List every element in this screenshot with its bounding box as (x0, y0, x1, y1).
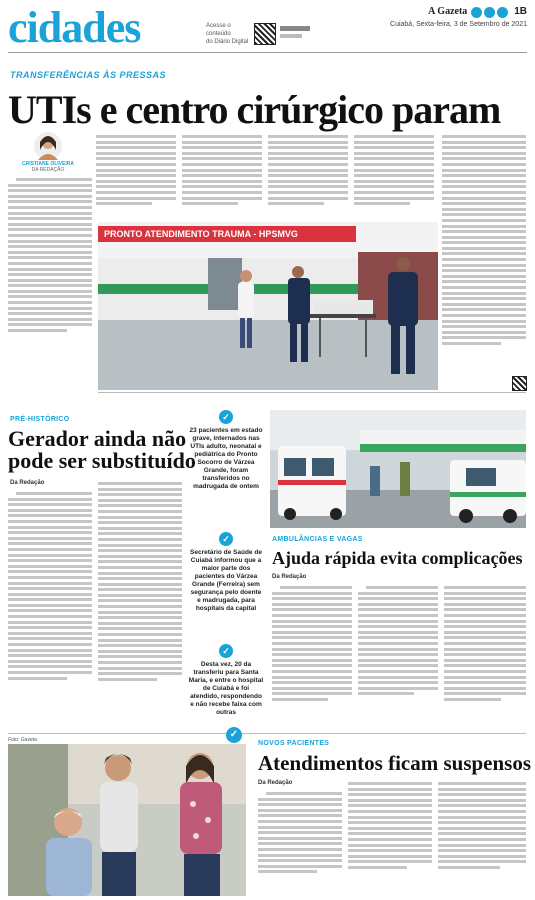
ambulance-scene-image (270, 410, 526, 528)
story2-kicker: PRÉ-HISTÓRICO (10, 416, 70, 423)
pullquote-text: Desta vez, 20 da transferiu para Santa Maria, e entre o hospital de Cuiabá e foi atendido, respondendo e não recebe faixa com outras (188, 661, 264, 716)
lead-column-1 (8, 176, 92, 388)
story3-column-3 (444, 584, 526, 728)
story4-column-1 (258, 790, 342, 896)
masthead-divider (8, 52, 527, 53)
lead-column-2 (96, 133, 176, 219)
circle-icon (471, 7, 482, 18)
story3-column-1 (272, 584, 352, 728)
lead-photo (98, 222, 438, 390)
story4-kicker: NOVOS PACIENTES (258, 740, 330, 747)
author-role: DA REDAÇÃO (31, 167, 65, 173)
story4-column-3 (438, 780, 526, 896)
lead-headline: UTIs e centro cirúrgico param (8, 87, 501, 132)
ambulance-photo (270, 410, 526, 528)
pullquote-text: 23 pacientes em estado grave, internados nas UTIs adulto, neonatal e pediátrica do Pronto Socorro de Várzea Grande, foram transferidos no madrugada de ontem (189, 427, 263, 490)
circle-icon (484, 7, 495, 18)
story4-column-2 (348, 780, 432, 896)
section-title: cidades (8, 3, 141, 52)
lead-column-3 (182, 133, 262, 219)
author-box (28, 132, 68, 160)
pullquote-text: Secretário de Saúde de Cuiabá informou que a maior parte dos pacientes do Várzea Grande (Ferreira) sem segurança pelo doente e madrugada, para hospitais da capital (190, 549, 262, 612)
author-photo (34, 132, 62, 160)
pullquote-3 (188, 644, 264, 717)
photo-credit: Foto: Gazeta (8, 737, 37, 743)
story3-byline: Da Redação (272, 574, 307, 580)
story4-byline: Da Redação (258, 780, 293, 786)
info-icon: ✓ (226, 727, 242, 743)
story3-kicker: AMBULÂNCIAS E VAGAS (272, 536, 363, 543)
paper-name: A Gazeta (428, 6, 468, 17)
digital-promo: Acesse o conteúdo do Diário Digital (206, 23, 249, 45)
lead-column-6 (442, 133, 526, 383)
lead-column-4 (268, 133, 348, 219)
pullquote-2 (188, 532, 264, 613)
photo-sign-text: PRONTO ATENDIMENTO TRAUMA - HPSMVG (104, 229, 298, 239)
patients-photo (8, 744, 246, 896)
circle-icon (497, 7, 508, 18)
info-icon: ✓ (219, 532, 233, 546)
section-divider (8, 733, 526, 734)
patients-scene-image (8, 744, 246, 896)
date-line: Cuiabá, Sexta-feira, 3 de Setembro de 2021 (390, 20, 527, 28)
digital-badge (280, 26, 316, 40)
story2-headline: Gerador ainda não pode ser substituído (8, 426, 196, 473)
story2-byline: Da Redação (10, 480, 45, 486)
page-number: 1B (514, 6, 527, 17)
story4-headline: Atendimentos ficam suspensos (258, 751, 532, 775)
qr-code-icon[interactable] (512, 376, 527, 391)
story2-column-2 (98, 480, 182, 728)
section-divider (98, 392, 526, 393)
info-icon: ✓ (219, 410, 233, 424)
author-name: CRISTIANE OLIVEIRA (22, 161, 74, 167)
info-icon: ✓ (219, 644, 233, 658)
story3-headline: Ajuda rápida evita complicações (272, 548, 523, 568)
lead-column-5 (354, 133, 434, 219)
pullquote-1 (188, 410, 264, 491)
story2-column-1 (8, 490, 92, 728)
qr-code-icon[interactable] (254, 23, 276, 45)
story3-column-2 (358, 584, 438, 728)
masthead-right (390, 6, 527, 28)
lead-kicker: TRANSFERÊNCIAS ÀS PRESSAS (10, 70, 167, 80)
hospital-scene-image (98, 222, 438, 390)
